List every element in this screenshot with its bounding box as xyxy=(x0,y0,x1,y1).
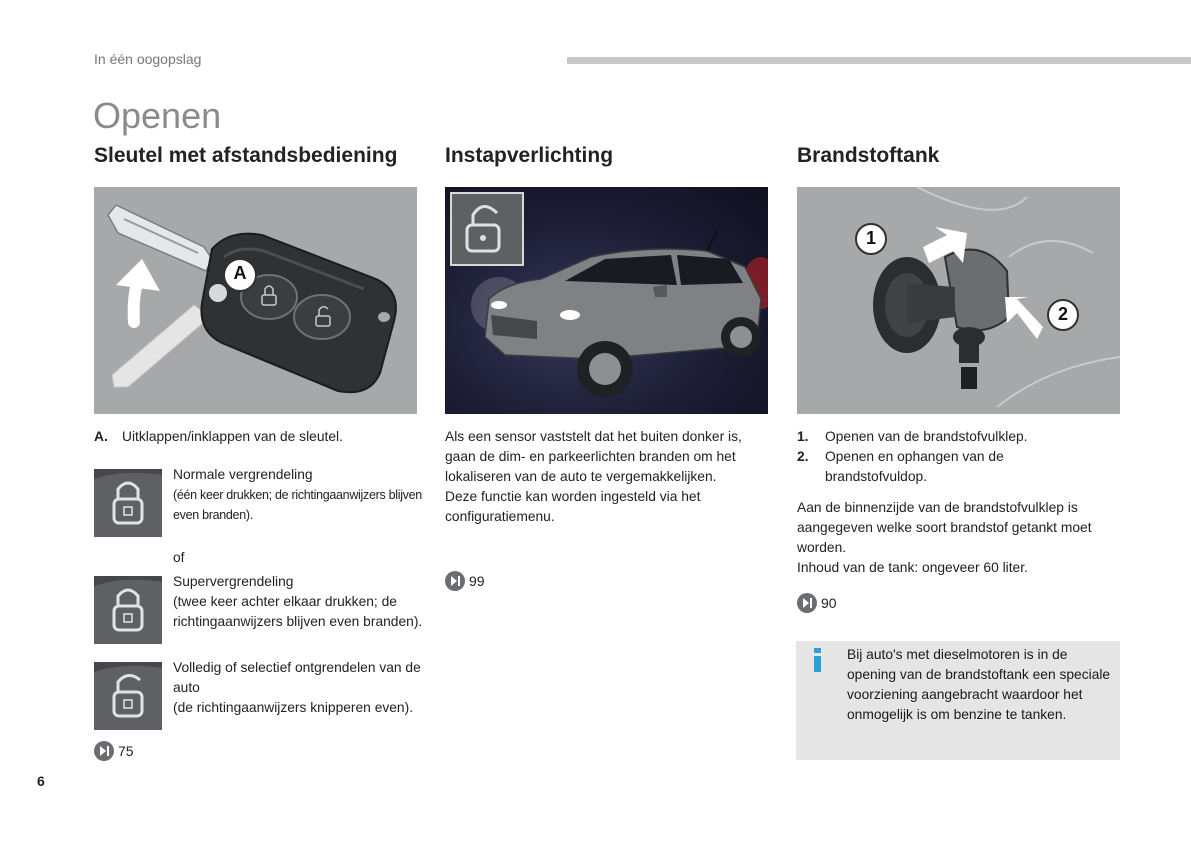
lighting-heading: Instapverlichting xyxy=(445,144,614,167)
key-illustration xyxy=(94,187,417,414)
caption-letter: A. xyxy=(94,429,108,444)
list-item xyxy=(797,427,1117,447)
key-heading: Sleutel met afstandsbediening xyxy=(94,144,398,167)
lock-item-1-title: Normale vergrendeling xyxy=(173,467,313,482)
list-item-number: 2. xyxy=(797,449,809,464)
fuel-page-ref[interactable] xyxy=(797,593,837,613)
callout-a: A xyxy=(233,263,247,283)
callout-2: 2 xyxy=(1057,304,1068,324)
lock-item-2 xyxy=(173,572,423,632)
caption-text: Uitklappen/inklappen van de sleutel. xyxy=(122,429,343,444)
list-item-text: Openen van de brandstofvulklep. xyxy=(825,429,1028,444)
fuel-text-1: Aan de binnenzijde van de brandstofvulklep is aangegeven welke soort brandstof getankt moet worden. xyxy=(797,500,1092,555)
lock-item-3-title: Volledig of selectief ontgrendelen van de auto xyxy=(173,660,421,695)
page-reference-icon xyxy=(797,593,817,613)
fuel-list xyxy=(797,427,1117,487)
fuel-page-ref-number: 90 xyxy=(821,595,837,611)
or-separator: of xyxy=(173,550,185,565)
lock-closed-icon xyxy=(94,469,162,537)
page-reference-icon xyxy=(445,571,465,591)
lock-item-2-detail: (twee keer achter elkaar drukken; de richtingaanwijzers blijven even branden). xyxy=(173,594,423,629)
fuel-text xyxy=(797,498,1117,578)
page-number: 6 xyxy=(37,773,45,789)
car-illustration xyxy=(445,187,768,414)
key-caption xyxy=(94,427,424,447)
lock-item-1 xyxy=(173,465,423,525)
lock-open-icon xyxy=(94,662,162,730)
info-icon xyxy=(812,648,824,672)
lighting-text xyxy=(445,427,760,527)
lock-item-2-title: Supervergrendeling xyxy=(173,574,294,589)
info-text: Bij auto's met dieselmotoren is in de opening van de brandstoftank een speciale voorziening aangebracht waardoor het onmogelijk is om benzine te tanken. xyxy=(847,647,1111,722)
fuel-illustration xyxy=(797,187,1120,414)
list-item-number: 1. xyxy=(797,429,809,444)
lighting-text-1: Als een sensor vaststelt dat het buiten donker is, gaan de dim- en parkeerlichten branden om het lokaliseren van de auto te vergemakkelijken. xyxy=(445,429,742,484)
lighting-text-2: Deze functie kan worden ingesteld via het configuratiemenu. xyxy=(445,489,701,524)
fuel-heading: Brandstoftank xyxy=(797,144,940,167)
page-title: Openen xyxy=(93,95,222,136)
list-item-text: Openen en ophangen van de brandstofvuldop. xyxy=(825,449,1004,484)
lighting-page-ref[interactable] xyxy=(445,571,485,591)
section-label: In één oogopslag xyxy=(94,51,202,67)
key-page-ref[interactable] xyxy=(94,741,134,761)
list-item xyxy=(797,447,1117,487)
key-page-ref-number: 75 xyxy=(118,743,134,759)
page-reference-icon xyxy=(94,741,114,761)
fuel-text-2: Inhoud van de tank: ongeveer 60 liter. xyxy=(797,560,1028,575)
lock-item-3 xyxy=(173,658,423,718)
lock-closed-icon xyxy=(94,576,162,644)
lock-item-1-detail: (één keer drukken; de richtingaanwijzers blijven even branden). xyxy=(173,488,422,522)
callout-1: 1 xyxy=(865,228,876,248)
lighting-page-ref-number: 99 xyxy=(469,573,485,589)
lock-item-3-detail: (de richtingaanwijzers knipperen even). xyxy=(173,700,414,715)
header-rule xyxy=(567,57,1191,64)
